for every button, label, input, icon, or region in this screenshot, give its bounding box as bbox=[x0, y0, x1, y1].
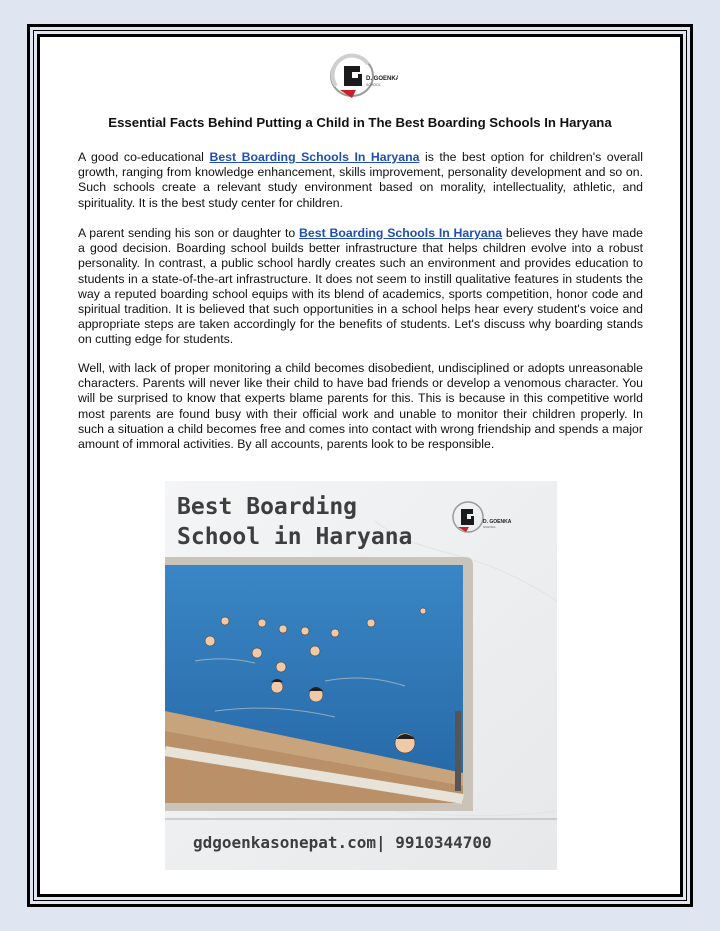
paragraph-3: Well, with lack of proper monitoring a child becomes disobedient, undisciplined or adopts unreasonable characters. Parents will never like their child to have bad friends or develop a venomous character. You will be surprised to know that experts blame parents for this. This is because in this competitive world most parents are found busy with their official work and unable to monitor their children properly. In such a situation a child becomes free and comes into contact with wrong friendship and spends a major amount of immoral activities. By all accounts, parents look to be responsible. bbox=[78, 361, 643, 452]
banner-heading-line1: Best Boarding bbox=[177, 494, 358, 520]
banner-logo-text: D. GOENKA bbox=[483, 519, 512, 525]
banner-heading-line2: School in Haryana bbox=[177, 524, 413, 550]
banner-logo-sub: SCHOOL bbox=[483, 525, 496, 529]
boarding-schools-link-1[interactable]: Best Boarding Schools In Haryana bbox=[209, 150, 420, 164]
swimming-pool-photo bbox=[165, 557, 473, 811]
gd-goenka-logo bbox=[322, 52, 398, 104]
article-title: Essential Facts Behind Putting a Child in The Best Boarding Schools In Haryana bbox=[108, 115, 612, 130]
paragraph-2: A parent sending his son or daughter to Best Boarding Schools In Haryana believes they have made a good decision. Boarding school builds better infrastructure that helps children evolve into a robust personality. In contrast, a public school hardly creates such an environment and provides education to students in a state-of-the-art infrastructure. It does not seem to instill qualitative features in students the way a reputed boarding school equips with its blend of academics, sports competition, honor code and spiritual tradition. It is believed that such opportunities in a school helps hear every student's voice and appropriate steps are taken accordingly for the benefits of students. Let's discuss why boarding stands on cutting edge for students. bbox=[78, 226, 644, 347]
logo-sub-text: SCHOOL bbox=[366, 83, 381, 87]
boarding-school-banner bbox=[165, 481, 557, 870]
banner-footer-contact: gdgoenkasonepat.com| 9910344700 bbox=[193, 833, 492, 852]
logo-brand-text: D. GOENKA bbox=[366, 76, 398, 82]
boarding-schools-link-2[interactable]: Best Boarding Schools In Haryana bbox=[299, 226, 503, 240]
paragraph-1: A good co-educational Best Boarding Schools In Haryana is the best option for children's overall growth, ranging from knowledge enhancement, skills improvement, personality development and so on. Such schools create a relevant study environment based on morality, intellectuality, athletic, and spirituality. It is the best study center for children. bbox=[78, 150, 643, 210]
